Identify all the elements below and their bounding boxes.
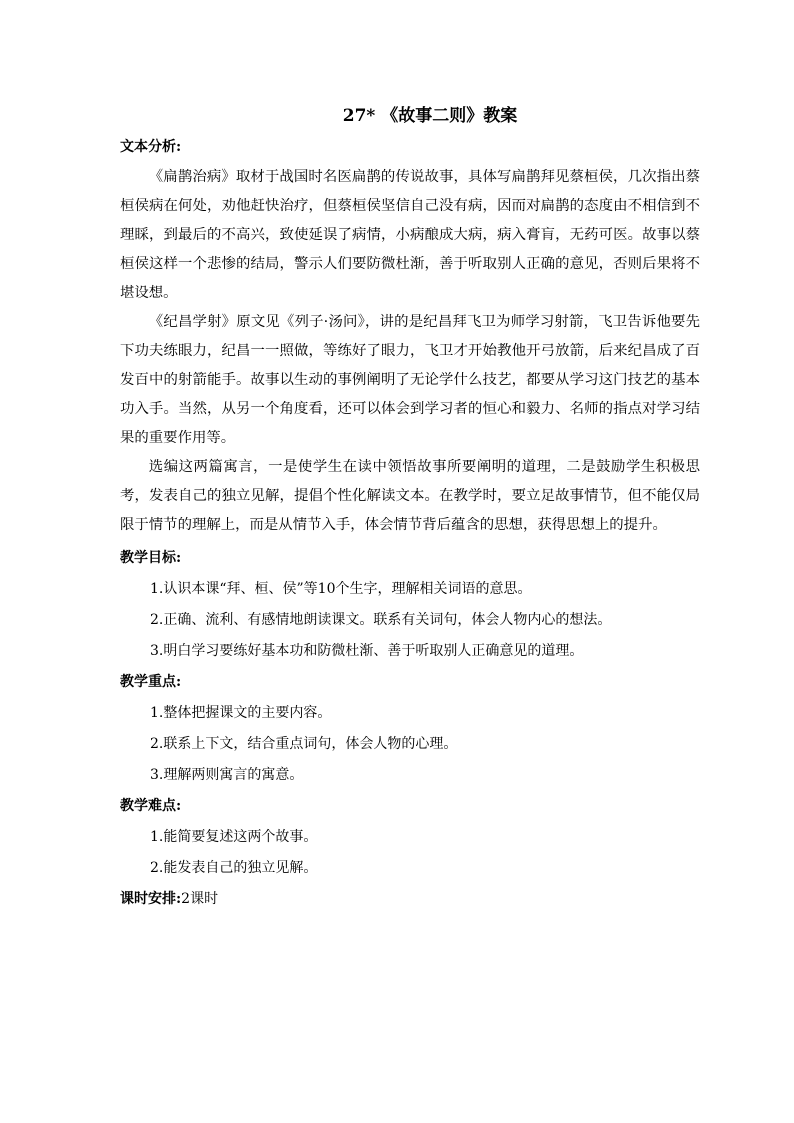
schedule-line [120,884,700,915]
difficulties-heading: 教学难点: [120,798,182,814]
schedule-value: 2课时 [181,891,219,907]
objectives-heading: 教学目标: [120,550,182,566]
key-point-item-2: 2.联系上下文，结合重点词句，体会人物的心理。 [150,736,458,752]
objective-item-3: 3.明白学习要练好基本功和防微杜渐、善于听取别人正确意见的道理。 [150,643,584,659]
objective-item-2: 2.正确、流利、有感情地朗读课文。联系有关词句，体会人物内心的想法。 [150,612,612,628]
document-page [120,100,700,915]
key-points-heading: 教学重点: [120,674,182,690]
analysis-paragraph-1: 《扁鹊治病》取材于战国时名医扁鹊的传说故事，具体写扁鹊拜见蔡桓侯，几次指出蔡桓侯病在何处，劝他赶快治疗，但蔡桓侯坚信自己没有病，因而对扁鹊的态度由不相信到不理睬，到最后的不高兴，致使延误了病情，小病酿成大病，病入膏肓，无药可医。故事以蔡桓侯这样一个悲惨的结局，警示人们要防微杜渐，善于听取别人正确的意见，否则后果将不堪设想。 [120,169,700,301]
difficulty-item-2: 2.能发表自己的独立见解。 [150,860,318,876]
text-analysis-heading: 文本分析: [120,139,182,155]
analysis-paragraph-2: 《纪昌学射》原文见《列子·汤问》，讲的是纪昌拜飞卫为师学习射箭，飞卫告诉他要先下功夫练眼力，纪昌一一照做，等练好了眼力，飞卫才开始教他开弓放箭，后来纪昌成了百发百中的射箭能手。故事以生动的事例阐明了无论学什么技艺，都要从学习这门技艺的基本功入手。当然，从另一个角度看，还可以体会到学习者的恒心和毅力、名师的指点对学习结果的重要作用等。 [120,314,700,446]
key-point-item-1: 1.整体把握课文的主要内容。 [150,705,332,721]
key-point-item-3: 3.理解两则寓言的寓意。 [150,767,304,783]
objective-item-1: 1.认识本课“拜、桓、侯”等10个生字，理解相关词语的意思。 [150,581,532,597]
analysis-paragraph-3: 选编这两篇寓言，一是使学生在读中领悟故事所要阐明的道理，二是鼓励学生积极思考，发表自己的独立见解，提倡个性化解读文本。在教学时，要立足故事情节，但不能仅局限于情节的理解上，而是从情节入手，体会情节背后蕴含的思想，获得思想上的提升。 [120,459,700,533]
difficulty-item-1: 1.能简要复述这两个故事。 [150,829,318,845]
document-title: 27* 《故事二则》教案 [342,106,518,126]
schedule-heading: 课时安排: [120,891,182,907]
